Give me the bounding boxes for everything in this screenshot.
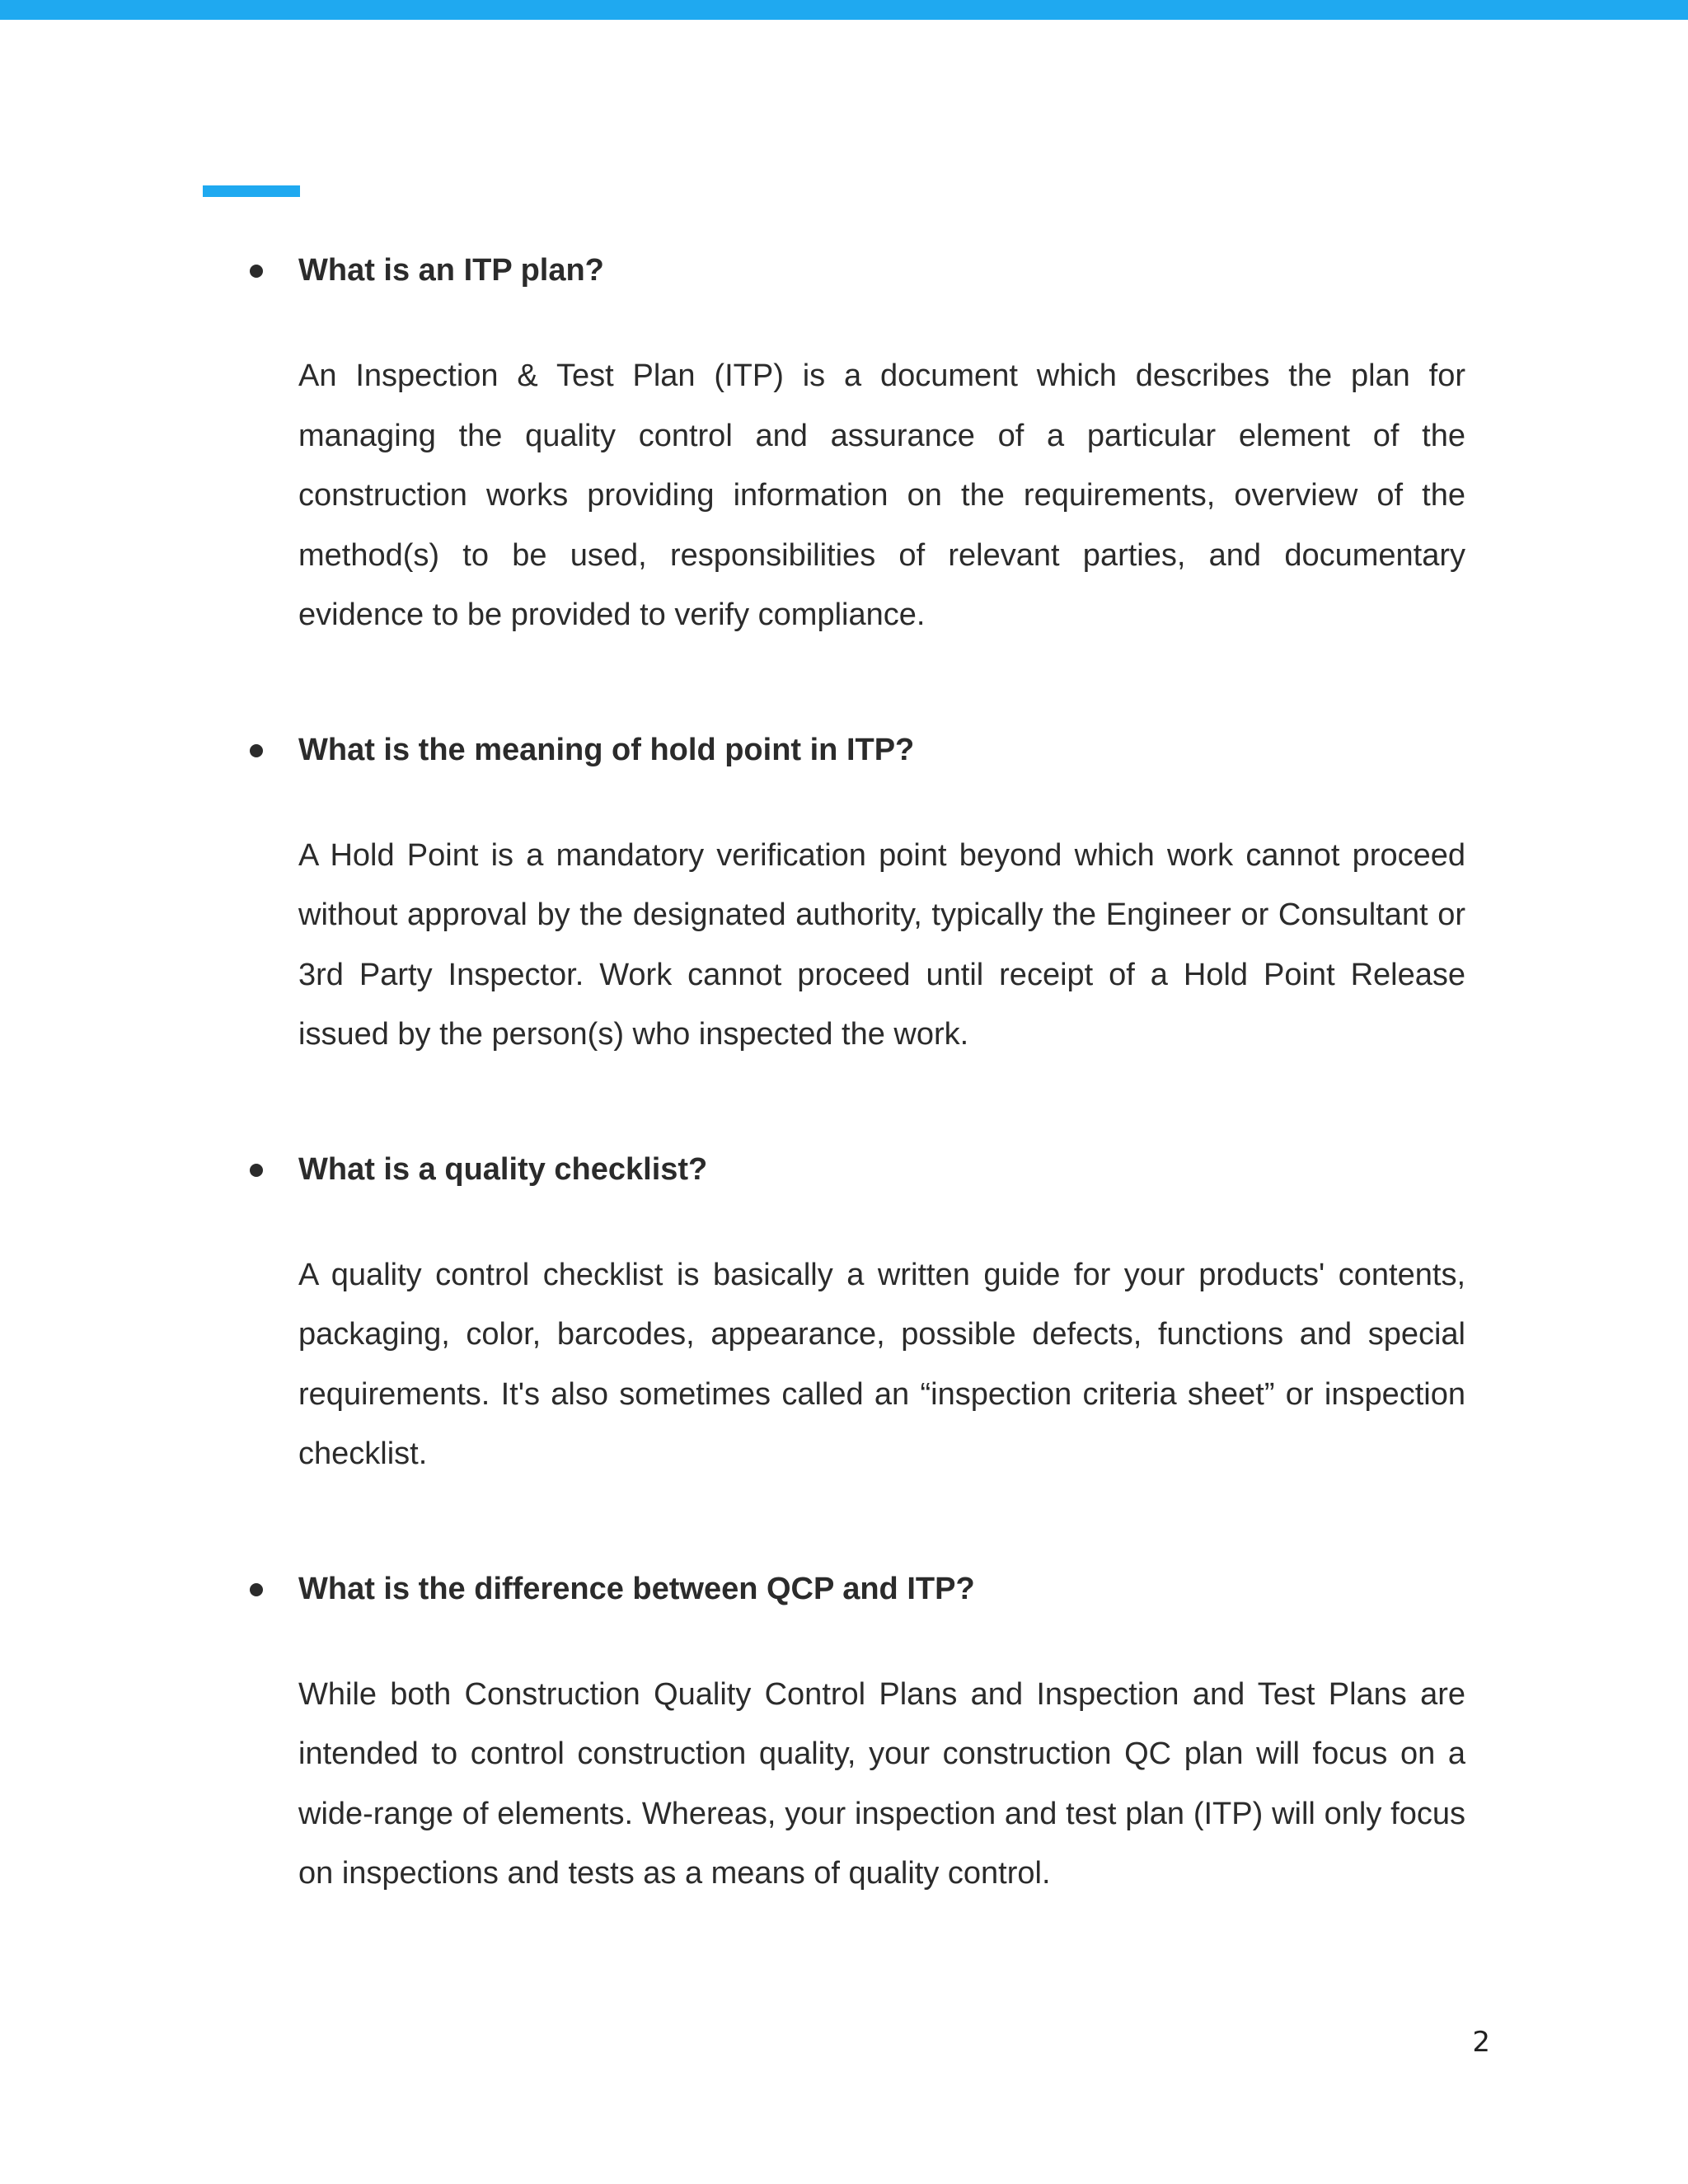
faq-question-text: What is the difference between QCP and ITP?: [298, 1571, 975, 1606]
faq-answer: An Inspection & Test Plan (ITP) is a document which describes the plan for managing the quality control and assurance of a particular element of the construction works providing information on the requirements, overview of the method(s) to be used, responsibilities of relevant parties, and documentary evidence to be provided to verify compliance.: [298, 359, 1465, 632]
top-accent-bar: [0, 0, 1688, 20]
faq-item-itp-plan: [247, 247, 1465, 645]
section-accent-dash: [203, 185, 300, 197]
faq-item-quality-checklist: [247, 1146, 1465, 1484]
faq-item-hold-point: [247, 727, 1465, 1065]
bullet-icon: [250, 1583, 263, 1596]
faq-answer: While both Construction Quality Control Plans and Inspection and Test Plans are intended to control construction quality, your construction QC plan will focus on a wide-range of elements. Whereas, your inspection and test plan (ITP) will only focus on inspections and tests as a means of quality control.: [298, 1676, 1465, 1891]
faq-question-text: What is the meaning of hold point in ITP?: [298, 732, 915, 767]
faq-question: [247, 727, 1465, 773]
faq-list: [247, 247, 1465, 1985]
faq-question: [247, 247, 1465, 293]
bullet-icon: [250, 265, 263, 278]
faq-question-text: What is a quality checklist?: [298, 1151, 708, 1187]
bullet-icon: [250, 744, 263, 757]
faq-item-qcp-vs-itp: [247, 1566, 1465, 1904]
faq-answer: A quality control checklist is basically a written guide for your products' contents, packaging, color, barcodes, appearance, possible defects, functions and special requirements. It's also sometimes called an “inspection criteria sheet” or inspection checklist.: [298, 1257, 1465, 1471]
faq-answer: A Hold Point is a mandatory verification point beyond which work cannot proceed without approval by the designated authority, typically the Engineer or Consultant or 3rd Party Inspector. Work cannot proceed until receipt of a Hold Point Release issued by the person(s) who inspected the work.: [298, 837, 1465, 1052]
faq-question: [247, 1146, 1465, 1193]
faq-question: [247, 1566, 1465, 1612]
page-number: 2: [1472, 2026, 1490, 2059]
bullet-icon: [250, 1164, 263, 1177]
faq-question-text: What is an ITP plan?: [298, 253, 604, 288]
